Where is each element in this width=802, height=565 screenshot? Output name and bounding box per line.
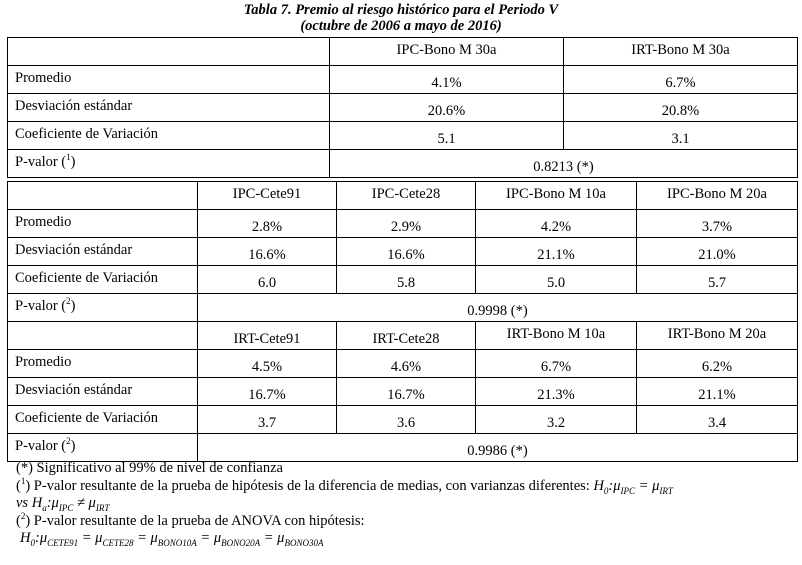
table-cell: 6.2% [637,350,798,378]
table-cell: 21.1% [476,238,637,266]
pvalue-row [8,434,798,462]
table-cell: 4.5% [198,350,337,378]
table-cell: 3.6 [337,406,476,434]
table-cell: 16.7% [337,378,476,406]
pvalue-cell: 0.8213 (*) [330,150,798,178]
hypothesis-h0-anova: $H_0:\mu_{CETE91} = \mu_{CETE28} = \mu_{BONO10A} = \mu_{BONO20A} = \mu_{BONO30A}$ [20,530,324,548]
table-cell: 3.4 [637,406,798,434]
footnote-1-alt-hypothesis [16,495,796,513]
footnote-significance: (*) Significativo al 99% de nivel de confianza [16,460,283,476]
header-empty-cell [8,182,198,210]
table-cell: 3.2 [476,406,637,434]
column-header: IPC-Bono M 30a [330,38,564,66]
row-label: Desviación estándar [8,238,198,266]
table-row [8,122,798,150]
table-row [8,238,798,266]
table-cell: 16.7% [198,378,337,406]
table-row [8,266,798,294]
row-label: Promedio [8,210,198,238]
footnote-2-hypothesis [16,530,796,548]
column-header: IPC-Bono M 20a [637,182,798,210]
table-row [8,66,798,94]
column-header: IPC-Cete91 [198,182,337,210]
table-cell: 6.7% [476,350,637,378]
pvalue-cell: 0.9998 (*) [198,294,798,322]
table-cell: 4.6% [337,350,476,378]
pvalue-row [8,294,798,322]
table-section-3 [7,321,798,462]
table-row [8,378,798,406]
table-subtitle: (octubre de 2006 a mayo de 2016) [300,18,502,34]
footnote-2: ($^2$) P-valor resultante de la prueba de ANOVA con hipótesis: [16,510,365,529]
table-cell: 21.3% [476,378,637,406]
header-row [8,322,798,350]
table-cell: 4.1% [330,66,564,94]
table-cell: 16.6% [198,238,337,266]
hypothesis-h0-means: $H_0:\mu_{IPC} = \mu_{IRT}$ [593,477,673,496]
table-cell: 3.7% [637,210,798,238]
table-cell: 16.6% [337,238,476,266]
table-row [8,406,798,434]
header-empty-cell [8,322,198,350]
row-label: Coeficiente de Variación [8,406,198,434]
table-cell: 21.0% [637,238,798,266]
table-cell: 3.1 [564,122,798,150]
column-header: IRT-Cete91 [198,322,337,350]
pvalue-row [8,150,798,178]
table-row [8,210,798,238]
header-row [8,38,798,66]
table-cell: 20.6% [330,94,564,122]
pvalue-label: P-valor ($^2$) [8,294,198,322]
footnote-1: ($^1$) P-valor resultante de la prueba de hipótesis de la diferencia de medias, con varianzas diferentes: $H_0:\mu_{IPC} = \mu_{IRT}$ [16,475,673,496]
table-section-1 [7,37,798,178]
table-cell: 21.1% [637,378,798,406]
table-cell: 2.9% [337,210,476,238]
table-cell: 6.0 [198,266,337,294]
footnotes [16,460,796,548]
table-title: Tabla 7. Premio al riesgo histórico para el Periodo V [243,2,559,18]
row-label: Desviación estándar [8,378,198,406]
column-header: IPC-Bono M 10a [476,182,637,210]
table-cell: 6.7% [564,66,798,94]
header-empty-cell [8,38,330,66]
pvalue-label: P-valor ($^2$) [8,434,198,462]
hypothesis-ha-means: vs $H_a:\mu_{IPC} \ne \mu_{IRT}$ [16,495,110,513]
row-label: Promedio [8,350,198,378]
table-cell: 4.2% [476,210,637,238]
pvalue-cell: 0.9986 (*) [198,434,798,462]
table-cell: 20.8% [564,94,798,122]
column-header: IPC-Cete28 [337,182,476,210]
table-cell: 5.1 [330,122,564,150]
row-label: Desviación estándar [8,94,330,122]
table-cell: 3.7 [198,406,337,434]
row-label: Coeficiente de Variación [8,266,198,294]
table-section-2 [7,181,798,322]
column-header: IRT-Cete28 [337,322,476,350]
table-cell: 5.8 [337,266,476,294]
table-row [8,350,798,378]
table-cell: 5.0 [476,266,637,294]
pvalue-label: P-valor ($^1$) [8,150,330,178]
column-header: IRT-Bono M 20a [637,322,798,350]
table-cell: 2.8% [198,210,337,238]
header-row [8,182,798,210]
table-cell: 5.7 [637,266,798,294]
row-label: Coeficiente de Variación [8,122,330,150]
column-header: IRT-Bono M 30a [564,38,798,66]
column-header: IRT-Bono M 10a [476,322,637,350]
row-label: Promedio [8,66,330,94]
table-row [8,94,798,122]
